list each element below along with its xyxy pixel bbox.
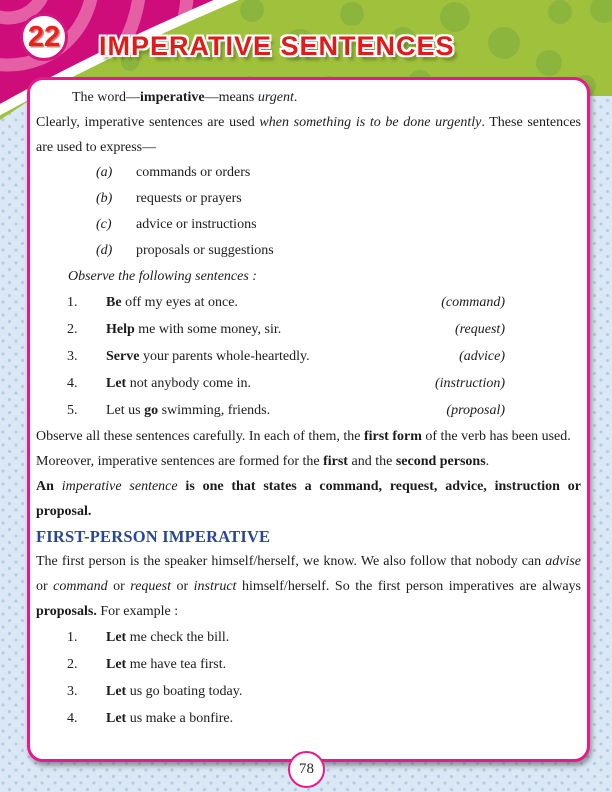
chapter-number-badge	[20, 13, 68, 61]
example-sentence-row	[36, 316, 581, 343]
example-sentence-row	[36, 289, 581, 316]
example-number: 2.	[67, 657, 78, 672]
page-number: 78	[299, 761, 314, 777]
first-person-examples	[36, 624, 581, 732]
example-tag: (instruction)	[435, 376, 505, 391]
definition-paragraph: An imperative sentence is one that states a command, request, advice, instruction or proposal.	[36, 479, 581, 519]
list-item-label: (b)	[96, 191, 113, 206]
example-sentence-row	[36, 343, 581, 370]
example-text: Serve your parents whole-heartedly.	[106, 349, 310, 364]
example-text: Let us go swimming, friends.	[106, 403, 271, 418]
page-number-badge	[288, 751, 325, 788]
first-person-paragraph: The first person is the speaker himself/herself, we know. We also follow that nobody can advise or command or request or instruct himself/herself. So the first person imperatives are always proposals. For example :	[36, 554, 581, 619]
list-item-label: (a)	[96, 165, 113, 180]
example-text: Be off my eyes at once.	[106, 295, 238, 310]
list-item-label: (c)	[96, 217, 112, 232]
list-item-text: commands or orders	[136, 165, 251, 180]
example-number: 1.	[67, 295, 78, 310]
express-list	[36, 160, 581, 264]
example-number: 4.	[67, 376, 78, 391]
example-text: Let me have tea first.	[106, 657, 227, 672]
example-number: 3.	[67, 684, 78, 699]
example-text: Let not anybody come in.	[106, 376, 252, 391]
example-tag: (advice)	[459, 349, 505, 364]
example-tag: (proposal)	[446, 403, 505, 418]
chapter-number: 22	[27, 20, 61, 53]
intro-line: The word—imperative—means urgent.	[72, 90, 298, 105]
example-text: Let us make a bonfire.	[106, 711, 234, 726]
chapter-title: IMPERATIVE SENTENCES	[99, 31, 455, 61]
paragraph-first-form: Observe all these sentences carefully. In each of them, the first form of the verb has been used.	[36, 429, 571, 444]
example-sentence-row	[36, 651, 581, 678]
intro-paragraph: Clearly, imperative sentences are used when something is to be done urgently. These sentences are used to express—	[36, 115, 581, 155]
example-number: 1.	[67, 630, 78, 645]
example-number: 5.	[67, 403, 78, 418]
example-text: Help me with some money, sir.	[106, 322, 282, 337]
list-item	[36, 238, 581, 264]
list-item	[36, 160, 581, 186]
list-item-text: advice or instructions	[136, 217, 257, 232]
example-sentences	[36, 289, 581, 424]
list-item	[36, 212, 581, 238]
example-sentence-row	[36, 678, 581, 705]
example-number: 2.	[67, 322, 78, 337]
section-heading: FIRST-PERSON IMPERATIVE	[36, 527, 271, 546]
list-item-text: requests or prayers	[136, 191, 242, 206]
content-box	[27, 77, 590, 762]
list-item-label: (d)	[96, 243, 113, 258]
example-number: 3.	[67, 349, 78, 364]
example-sentence-row	[36, 624, 581, 651]
list-item-text: proposals or suggestions	[136, 243, 274, 258]
example-sentence-row	[36, 370, 581, 397]
example-tag: (command)	[441, 295, 505, 310]
example-text: Let me check the bill.	[106, 630, 230, 645]
example-number: 4.	[67, 711, 78, 726]
example-text: Let us go boating today.	[106, 684, 243, 699]
observe-heading: Observe the following sentences :	[68, 269, 257, 284]
example-sentence-row	[36, 397, 581, 424]
example-tag: (request)	[454, 322, 505, 337]
list-item	[36, 186, 581, 212]
paragraph-persons: Moreover, imperative sentences are formed for the first and the second persons.	[36, 454, 490, 469]
example-sentence-row	[36, 705, 581, 732]
